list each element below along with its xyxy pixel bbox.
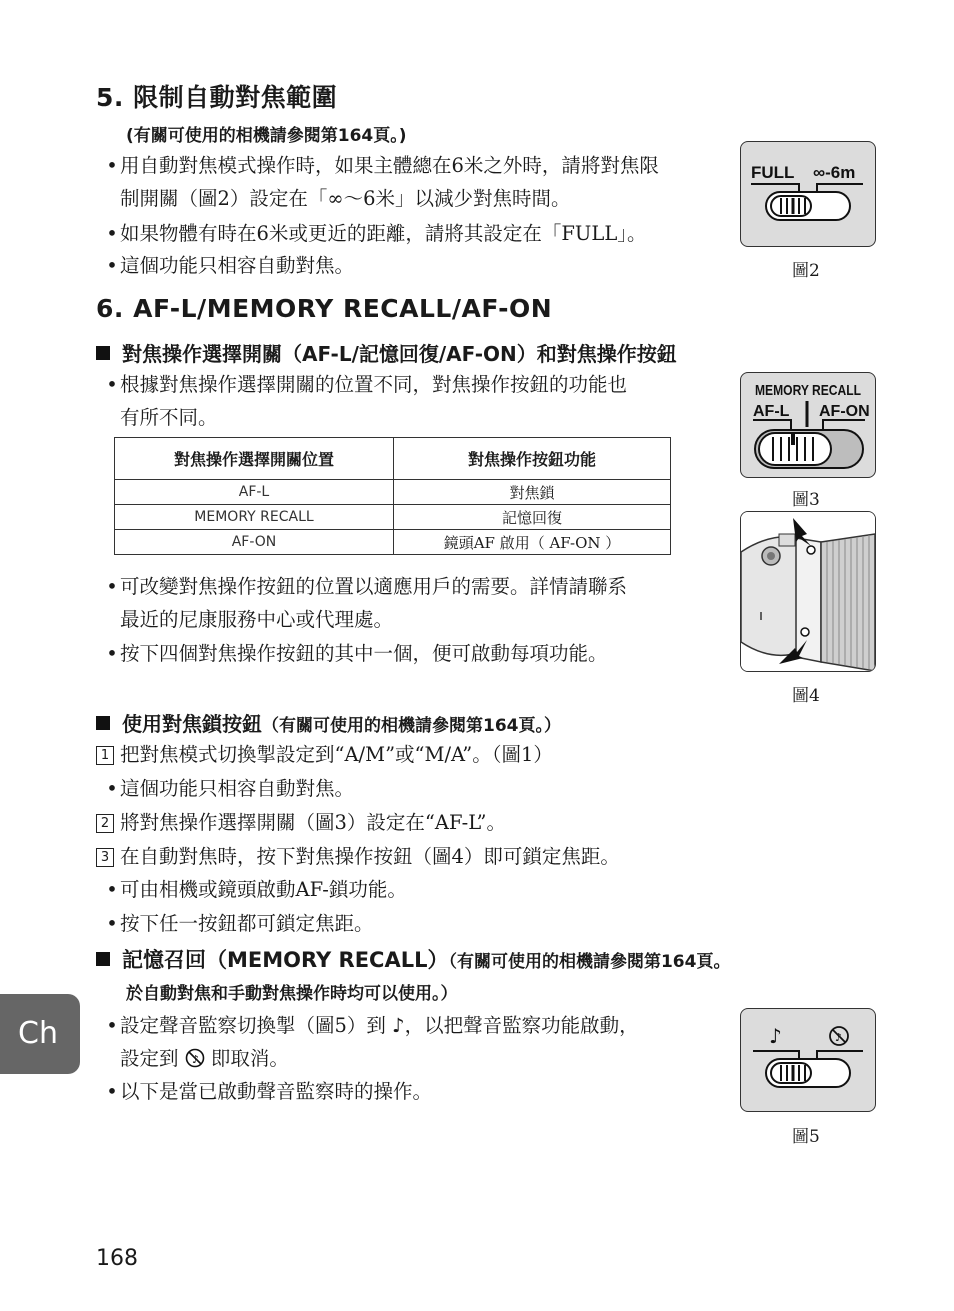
table-cell: 鏡頭AF 啟用（ AF-ON ）	[394, 530, 671, 555]
music-note-icon: ♪	[392, 1014, 405, 1037]
step-number-icon: 1	[96, 746, 114, 765]
step-number-icon: 2	[96, 814, 114, 833]
table-header-cell: 對焦操作選擇開關位置	[115, 438, 394, 480]
list-item: • 如果物體有時在6米或更近的距離，請將其設定在「FULL」。	[106, 222, 647, 245]
sound-off-icon	[185, 1048, 205, 1068]
list-item: • 這個功能只相容自動對焦。	[106, 254, 355, 277]
section-5-title: 5. 限制自動對焦範圍	[96, 83, 338, 112]
figure-4-lens-buttons	[740, 511, 876, 672]
list-item-continued: 制開關（圖2）設定在「∞～6米」以減少對焦時間。	[120, 187, 571, 210]
table-cell: 記憶回復	[394, 505, 671, 530]
figure-3-caption: 圖3	[792, 490, 820, 510]
list-item: • 用自動對焦模式操作時，如果主體總在6米之外時，請將對焦限	[106, 154, 659, 177]
subsection-title: 對焦操作選擇開關（AF-L/記憶回復/AF-ON）和對焦操作按鈕	[96, 338, 677, 367]
fig3-label-afon: AF-ON	[819, 403, 870, 420]
list-item: • 可改變對焦操作按鈕的位置以適應用戶的需要。詳情請聯系	[106, 575, 628, 598]
svg-text:♪: ♪	[191, 1053, 199, 1066]
step-number-icon: 3	[96, 848, 114, 867]
square-bullet-icon	[96, 346, 110, 360]
table-cell: AF-ON	[115, 530, 394, 555]
sound-monitor-switch-illustration	[741, 1009, 875, 1111]
list-item: • 根據對焦操作選擇開關的位置不同，對焦操作按鈕的功能也	[106, 373, 628, 396]
square-bullet-icon	[96, 952, 110, 966]
focus-function-switch-illustration	[741, 373, 875, 477]
table-row	[115, 480, 671, 505]
step-1: 1 把對焦模式切換掣設定到“A/M”或“M/A”。（圖1）	[96, 738, 553, 771]
fig3-label-memory-recall: MEMORY RECALL	[755, 382, 861, 399]
figure-2-focus-limit-switch	[740, 141, 876, 247]
table-cell: AF-L	[115, 480, 394, 505]
list-item: • 以下是當已啟動聲音監察時的操作。	[106, 1080, 433, 1103]
list-item: • 按下任一按鈕都可鎖定焦距。	[106, 912, 374, 935]
fig3-label-afl: AF-L	[753, 403, 790, 420]
table-cell: MEMORY RECALL	[115, 505, 394, 530]
figure-3-focus-function-switch	[740, 372, 876, 478]
list-item: • 設定聲音監察切換掣（圖5）到 ♪，以把聲音監察功能啟動，	[106, 1014, 639, 1037]
figure-5-sound-monitor-switch	[740, 1008, 876, 1112]
table-row	[115, 505, 671, 530]
list-item: • 可由相機或鏡頭啟動AF-鎖功能。	[106, 878, 407, 901]
table-header-cell: 對焦操作按鈕功能	[394, 438, 671, 480]
list-item: • 這個功能只相容自動對焦。	[106, 777, 355, 800]
figure-5-caption: 圖5	[792, 1127, 820, 1147]
figure-4-caption: 圖4	[792, 686, 820, 706]
subsection-title: 記憶召回（MEMORY RECALL）（有關可使用的相機請參閱第164頁。	[96, 944, 730, 974]
lens-barrel-illustration	[741, 512, 875, 671]
table-row	[115, 530, 671, 555]
step-2: 2 將對焦操作選擇開關（圖3）設定在“AF-L”。	[96, 806, 506, 839]
subsection-title: 使用對焦鎖按鈕（有關可使用的相機請參閱第164頁。）	[96, 708, 561, 737]
page-number: 168	[96, 1246, 138, 1271]
fig2-label-full: FULL	[751, 163, 795, 182]
step-3: 3 在自動對焦時，按下對焦操作按鈕（圖4）即可鎖定焦距。	[96, 840, 620, 873]
chapter-language-tab: Ch	[0, 994, 80, 1074]
list-item-continued: 最近的尼康服務中心或代理處。	[120, 608, 394, 631]
focus-function-table	[114, 437, 671, 555]
list-item-continued: 有所不同。	[120, 406, 218, 429]
section-6-title: 6. AF-L/MEMORY RECALL/AF-ON	[96, 294, 553, 323]
focus-limit-switch-illustration	[741, 142, 875, 246]
table-header-row	[115, 438, 671, 480]
section-5-note: (有關可使用的相機請參閱第164頁。)	[126, 126, 407, 146]
figure-2-caption: 圖2	[792, 261, 820, 281]
square-bullet-icon	[96, 716, 110, 730]
list-item-continued: 設定到 ♪ 即取消。	[120, 1047, 289, 1070]
svg-text:♪: ♪	[769, 1024, 782, 1048]
table-cell: 對焦鎖	[394, 480, 671, 505]
fig2-label-range: ∞-6m	[813, 163, 856, 182]
svg-text:♪: ♪	[835, 1031, 843, 1044]
list-item: • 按下四個對焦操作按鈕的其中一個，便可啟動每項功能。	[106, 642, 608, 665]
subsection-note: 於自動對焦和手動對焦操作時均可以使用。）	[126, 984, 458, 1004]
